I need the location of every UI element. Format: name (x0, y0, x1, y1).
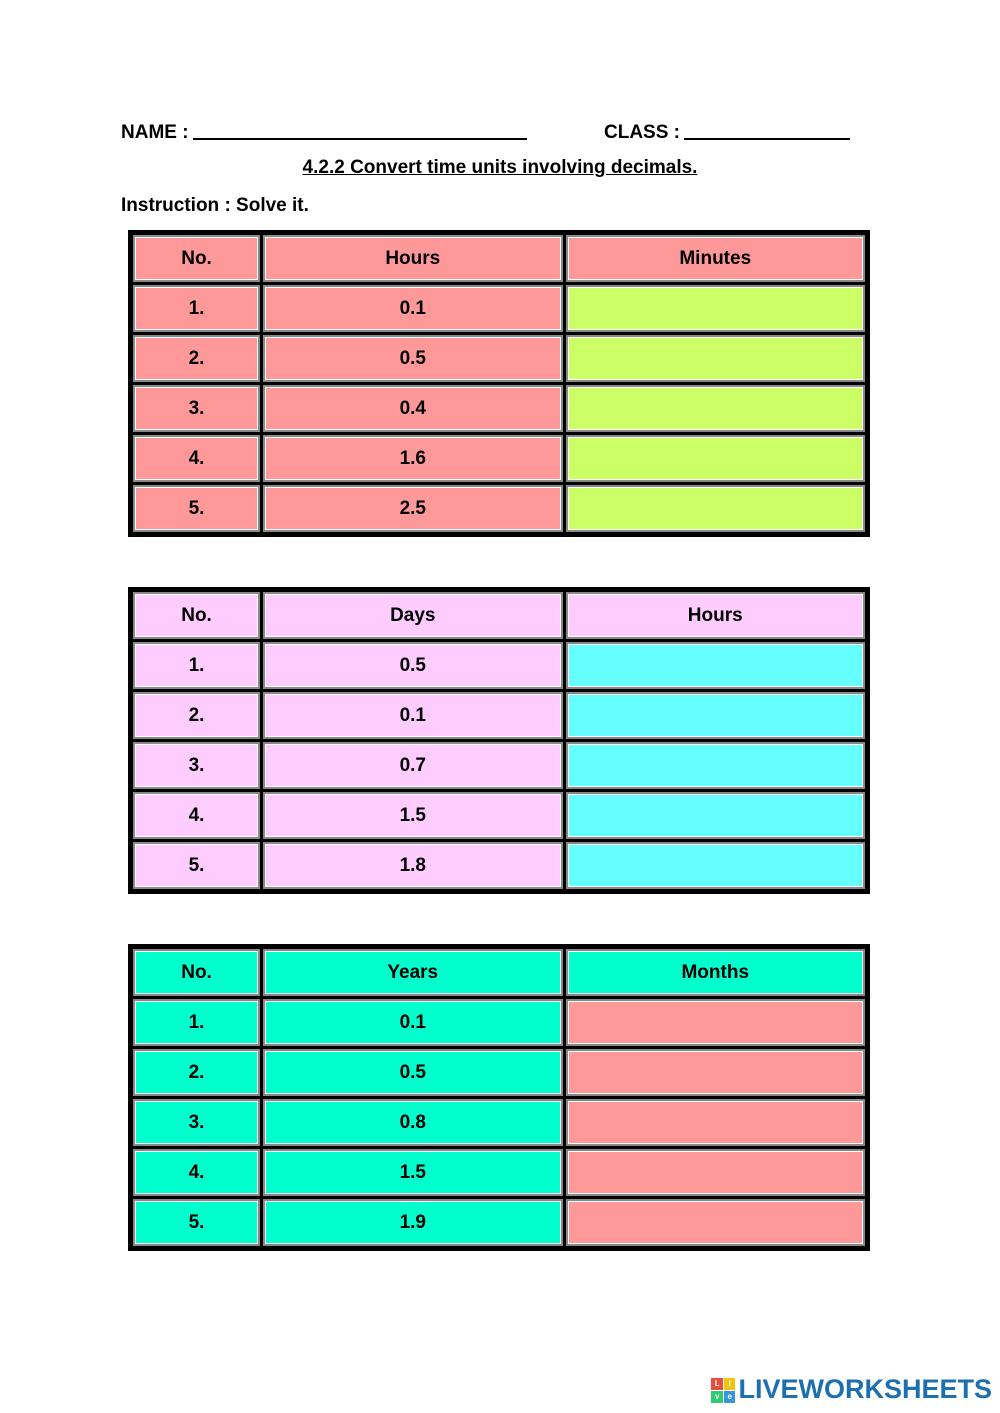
name-blank-line[interactable] (193, 122, 527, 140)
answer-input-cell[interactable] (566, 999, 865, 1046)
column-header: Years (263, 949, 562, 996)
table-row (133, 642, 865, 689)
row-number: 4. (133, 792, 260, 839)
answer-input-cell[interactable] (566, 1049, 865, 1096)
table-header-row (133, 235, 865, 282)
given-value: 0.1 (263, 692, 562, 739)
row-number: 1. (133, 999, 260, 1046)
given-value: 0.1 (263, 285, 562, 332)
row-number: 3. (133, 1099, 260, 1146)
table-row (133, 435, 865, 482)
given-value: 0.5 (263, 335, 562, 382)
days-to-hours-table (128, 587, 870, 894)
answer-input-cell[interactable] (566, 385, 865, 432)
answer-input-cell[interactable] (566, 1149, 865, 1196)
table-row (133, 842, 865, 889)
table-row (133, 285, 865, 332)
given-value: 0.4 (263, 385, 562, 432)
answer-input-cell[interactable] (566, 485, 865, 532)
table-row (133, 1049, 865, 1096)
table-row (133, 999, 865, 1046)
table-header-row (133, 949, 865, 996)
logo-mark-tile: v (711, 1391, 723, 1403)
name-label: NAME : (121, 122, 189, 143)
table-row (133, 1199, 865, 1246)
table-row (133, 385, 865, 432)
class-blank-line[interactable] (684, 122, 850, 140)
column-header: Months (566, 949, 865, 996)
hours-to-minutes-table (128, 230, 870, 537)
column-header: No. (133, 235, 260, 282)
row-number: 2. (133, 335, 260, 382)
table-row (133, 335, 865, 382)
given-value: 0.5 (263, 1049, 562, 1096)
answer-input-cell[interactable] (566, 842, 865, 889)
column-header: No. (133, 949, 260, 996)
row-number: 2. (133, 692, 260, 739)
given-value: 0.8 (263, 1099, 562, 1146)
row-number: 5. (133, 485, 260, 532)
table-row (133, 485, 865, 532)
table-row (133, 742, 865, 789)
logo-mark-tile: e (724, 1391, 736, 1403)
years-to-months-table (128, 944, 870, 1251)
column-header: Hours (263, 235, 562, 282)
table-header-row (133, 592, 865, 639)
answer-input-cell[interactable] (566, 435, 865, 482)
liveworksheets-logo (711, 1374, 992, 1405)
column-header: Hours (566, 592, 865, 639)
row-number: 1. (133, 285, 260, 332)
table-row (133, 1149, 865, 1196)
answer-input-cell[interactable] (566, 742, 865, 789)
logo-mark-tile: i (724, 1378, 736, 1390)
table-row (133, 792, 865, 839)
given-value: 1.6 (263, 435, 562, 482)
answer-input-cell[interactable] (566, 792, 865, 839)
column-header: Minutes (566, 235, 865, 282)
logo-mark-tile: L (711, 1378, 723, 1390)
given-value: 0.5 (263, 642, 562, 689)
class-field (604, 120, 850, 144)
given-value: 1.8 (263, 842, 562, 889)
name-field (121, 120, 527, 144)
row-number: 4. (133, 435, 260, 482)
row-number: 1. (133, 642, 260, 689)
row-number: 4. (133, 1149, 260, 1196)
class-label: CLASS : (604, 122, 680, 143)
answer-input-cell[interactable] (566, 692, 865, 739)
row-number: 5. (133, 1199, 260, 1246)
row-number: 3. (133, 385, 260, 432)
column-header: No. (133, 592, 260, 639)
given-value: 1.5 (263, 1149, 562, 1196)
given-value: 2.5 (263, 485, 562, 532)
given-value: 0.7 (263, 742, 562, 789)
brand-name: LIVEWORKSHEETS (738, 1374, 992, 1404)
answer-input-cell[interactable] (566, 1099, 865, 1146)
worksheet-title: 4.2.2 Convert time units involving decimals. (302, 157, 698, 178)
instruction-text: Instruction : Solve it. (121, 195, 309, 216)
column-header: Days (263, 592, 562, 639)
answer-input-cell[interactable] (566, 335, 865, 382)
given-value: 1.9 (263, 1199, 562, 1246)
table-row (133, 1099, 865, 1146)
row-number: 2. (133, 1049, 260, 1096)
given-value: 0.1 (263, 999, 562, 1046)
row-number: 5. (133, 842, 260, 889)
given-value: 1.5 (263, 792, 562, 839)
logo-mark-icon (711, 1378, 735, 1402)
row-number: 3. (133, 742, 260, 789)
answer-input-cell[interactable] (566, 642, 865, 689)
answer-input-cell[interactable] (566, 1199, 865, 1246)
answer-input-cell[interactable] (566, 285, 865, 332)
student-info-line (121, 120, 881, 148)
table-row (133, 692, 865, 739)
